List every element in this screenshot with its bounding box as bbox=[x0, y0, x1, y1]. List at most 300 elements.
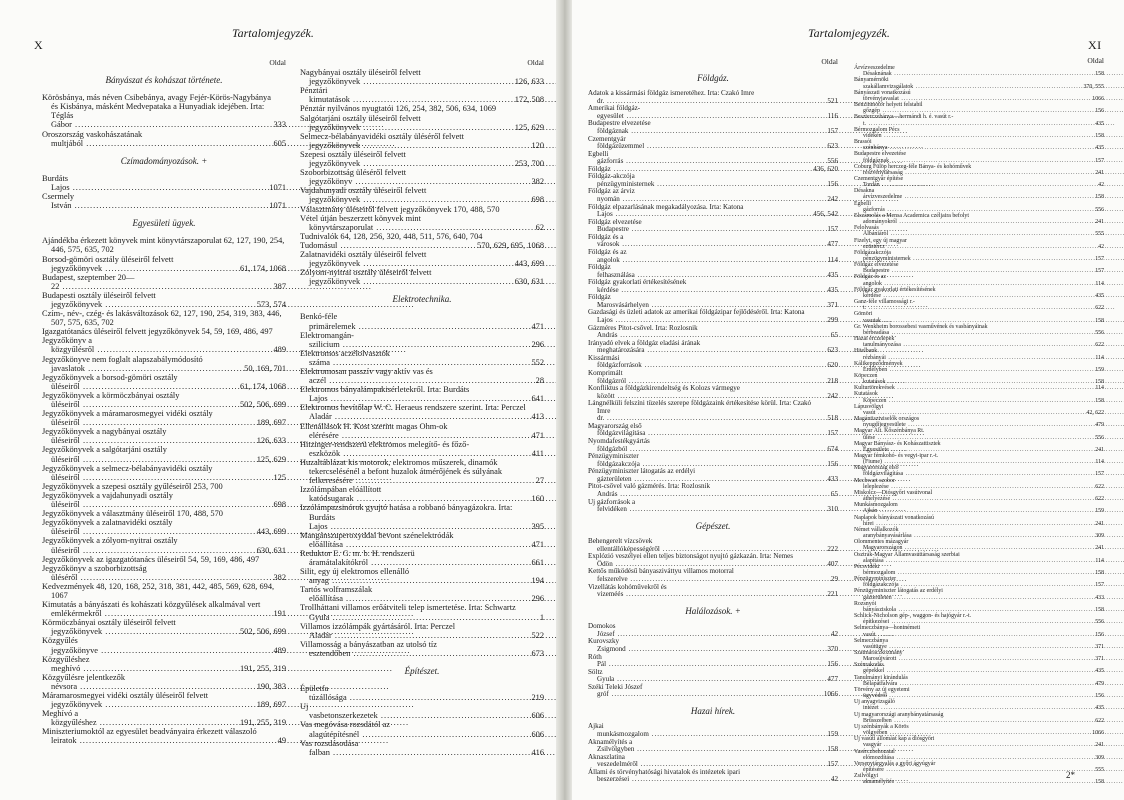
toc-entry[interactable] bbox=[42, 636, 286, 654]
toc-entry[interactable] bbox=[588, 249, 838, 264]
right-column-1 bbox=[588, 58, 838, 784]
toc-entry-title: Közgyűléshez meghívó ..... bbox=[42, 655, 238, 673]
toc-entry-title: Mangánszuperoxyddal bevont szénelektródák előállítása ..... bbox=[300, 531, 529, 549]
toc-entry-pages: 159 bbox=[1095, 508, 1104, 515]
toc-entry-pages: 114 bbox=[827, 255, 838, 264]
toc-entry-title: Magyar Ált. Kőszénbánya Rt. ülése ..... bbox=[854, 428, 1093, 440]
toc-entry[interactable] bbox=[300, 385, 544, 403]
toc-entry[interactable] bbox=[300, 132, 544, 150]
toc-entry-title: Földgáz gyakorlati értékesítésének kérdése ..... bbox=[854, 287, 1093, 299]
toc-entry[interactable] bbox=[588, 754, 838, 769]
toc-entry-title: Ajándékba érkezett könyvek mint könyvtárszaporulat 62, 127, 190, 254, 446, 575, 635, 702 bbox=[42, 236, 285, 255]
toc-entry[interactable] bbox=[854, 478, 1104, 490]
toc-entry[interactable] bbox=[588, 120, 838, 135]
toc-entry-pages: 471 bbox=[531, 539, 544, 549]
toc-entry[interactable] bbox=[854, 441, 1104, 453]
toc-entry[interactable] bbox=[42, 355, 286, 373]
toc-entry-title: Jegyzőkönyvek a zalatnavidéki osztály üléseiről ..... bbox=[42, 518, 255, 536]
toc-entry[interactable] bbox=[588, 723, 838, 738]
toc-entry[interactable] bbox=[300, 458, 544, 485]
toc-entry[interactable] bbox=[42, 445, 286, 463]
toc-entry-pages: 387 bbox=[273, 281, 286, 291]
toc-entry[interactable] bbox=[854, 736, 1104, 748]
toc-entry-pages: 160 bbox=[531, 494, 544, 504]
toc-entry-title: Bányamérnöki szakállamvizsgálatok ..... bbox=[854, 77, 1081, 89]
toc-entry-pages: 156 bbox=[827, 660, 838, 669]
toc-entry[interactable] bbox=[854, 613, 1104, 625]
toc-entry-title: Uj magyarországi aranybányatársaság Brüsszelben ..... bbox=[854, 712, 1093, 724]
toc-entry[interactable] bbox=[300, 485, 544, 503]
toc-entry-pages: 114 bbox=[1095, 385, 1104, 392]
toc-entry[interactable] bbox=[854, 102, 1104, 114]
toc-entry[interactable] bbox=[588, 739, 838, 754]
toc-entry-title: Róth Pál ..... bbox=[588, 654, 825, 669]
toc-entry-pages: 191 bbox=[273, 609, 286, 619]
toc-entry[interactable] bbox=[588, 568, 838, 583]
toc-entry-title: Földgáz Marosvásárhelyen ..... bbox=[588, 294, 825, 309]
toc-entry[interactable] bbox=[300, 422, 544, 440]
toc-entry[interactable] bbox=[588, 264, 838, 279]
toc-entry[interactable] bbox=[588, 438, 838, 453]
toc-entry[interactable] bbox=[854, 262, 1104, 274]
toc-entry[interactable] bbox=[42, 464, 286, 482]
toc-entry[interactable] bbox=[854, 139, 1104, 151]
toc-entry[interactable] bbox=[42, 174, 286, 192]
toc-entry-title: Jegyzőkönyvek a vajdahunyadi osztály üléseiről ..... bbox=[42, 491, 271, 509]
toc-entry-title: Gr. Wenkheim borossebesi vasművének és vasbányáinak bérbeadása ..... bbox=[854, 324, 1093, 336]
toc-entry[interactable] bbox=[854, 127, 1104, 139]
toc-entry-title: Izzólámpában elóállított katódsugarak ..... bbox=[300, 485, 529, 503]
toc-entry[interactable] bbox=[854, 65, 1104, 77]
toc-entry[interactable] bbox=[42, 427, 286, 445]
toc-entry[interactable] bbox=[854, 311, 1104, 323]
toc-entry[interactable] bbox=[588, 385, 838, 400]
toc-entry-pages: 573, 574 bbox=[256, 299, 286, 309]
toc-entry[interactable] bbox=[588, 654, 838, 669]
toc-entry[interactable] bbox=[854, 675, 1104, 687]
toc-entry[interactable] bbox=[588, 468, 838, 483]
toc-entry-pages: 435 bbox=[1095, 145, 1104, 152]
toc-entry-title: Igazgatótanács üléseiről felvett jegyzőkönyvek 54, 59, 169, 486, 497 bbox=[42, 327, 273, 337]
toc-entry[interactable] bbox=[300, 312, 544, 330]
toc-entry[interactable] bbox=[42, 255, 286, 273]
toc-entry[interactable] bbox=[588, 90, 838, 105]
toc-entry[interactable] bbox=[42, 709, 286, 727]
toc-entry[interactable] bbox=[588, 294, 838, 309]
toc-entry-title: Elektromangán-szilicium ..... bbox=[300, 331, 529, 349]
toc-entry[interactable] bbox=[854, 287, 1104, 299]
toc-entry-title: Jegyzőkönyvek a körmöczbányai osztály üléseiről ..... bbox=[42, 391, 238, 409]
toc-entry[interactable] bbox=[854, 712, 1104, 724]
toc-entry[interactable] bbox=[300, 684, 544, 702]
toc-entry-pages: 156 bbox=[1095, 693, 1104, 700]
toc-entry[interactable] bbox=[588, 234, 838, 249]
toc-entry-title: Földgáz-akczója pénzügyministernek ..... bbox=[588, 173, 825, 188]
toc-entry-pages: 114 bbox=[1095, 459, 1104, 466]
toc-entry-title: Földgáz elpazarlásának megakadályozása. Irta: Katona Lajos ..... bbox=[588, 204, 811, 219]
toc-entry[interactable] bbox=[300, 720, 544, 738]
left-column-2 bbox=[300, 58, 544, 757]
section-heading: Építészet. bbox=[404, 666, 440, 676]
toc-entry-title: Fizelyt, egy új magyar ezüstércz ..... bbox=[854, 238, 1096, 250]
toc-entry[interactable] bbox=[854, 201, 1104, 213]
toc-entry-pages: 622 bbox=[1095, 483, 1104, 490]
toc-entry[interactable] bbox=[42, 373, 286, 391]
toc-entry[interactable] bbox=[854, 564, 1104, 576]
toc-entry[interactable] bbox=[300, 622, 544, 640]
toc-entry-title: Földgáz felhasználása ..... bbox=[588, 264, 825, 279]
toc-entry[interactable] bbox=[588, 325, 838, 340]
toc-entry-pages: 502, 506, 699 bbox=[239, 627, 286, 637]
toc-entry[interactable] bbox=[588, 483, 838, 498]
toc-entry[interactable] bbox=[588, 623, 838, 638]
toc-entry[interactable] bbox=[588, 279, 838, 294]
toc-entry[interactable] bbox=[300, 232, 544, 241]
toc-entry-title: Uj vasbetonszerkezetek ..... bbox=[300, 702, 529, 720]
toc-entry[interactable] bbox=[854, 662, 1104, 674]
toc-entry[interactable] bbox=[300, 702, 544, 720]
toc-entry[interactable] bbox=[854, 601, 1104, 613]
toc-entry-title: Villamosság a bányászatban az utolsó tíz esztendőben ..... bbox=[300, 640, 529, 658]
toc-entry[interactable] bbox=[300, 349, 544, 367]
toc-entry[interactable] bbox=[588, 499, 838, 514]
toc-entry-pages: 62 bbox=[535, 222, 544, 232]
toc-entry-pages: 435 bbox=[1095, 668, 1104, 675]
toc-entry[interactable] bbox=[854, 213, 1104, 225]
toc-entry[interactable] bbox=[854, 465, 1104, 477]
toc-entry[interactable] bbox=[300, 150, 544, 168]
toc-entry-title: Lápusvölgyi vasút ..... bbox=[854, 404, 1084, 416]
toc-entry[interactable] bbox=[300, 603, 544, 621]
toc-entry[interactable] bbox=[854, 324, 1104, 336]
toc-entry-pages: 333 bbox=[273, 120, 286, 130]
toc-entry[interactable] bbox=[42, 93, 286, 129]
toc-entry[interactable] bbox=[588, 136, 838, 151]
toc-entry[interactable] bbox=[42, 655, 286, 673]
toc-entry-pages: 371 bbox=[827, 300, 838, 309]
toc-entry[interactable] bbox=[588, 370, 838, 385]
toc-entry-title: Pécsvidéki bérmozgalom ..... bbox=[854, 564, 1093, 576]
toc-entry[interactable] bbox=[42, 192, 286, 210]
toc-entry[interactable] bbox=[300, 531, 544, 549]
toc-entry[interactable] bbox=[42, 600, 286, 618]
toc-entry-pages: 518 bbox=[827, 414, 838, 423]
toc-entry[interactable] bbox=[300, 549, 544, 567]
toc-entry[interactable] bbox=[42, 564, 286, 582]
toc-entry[interactable] bbox=[300, 640, 544, 658]
toc-entry[interactable] bbox=[854, 176, 1104, 188]
toc-entry[interactable] bbox=[854, 490, 1104, 502]
toc-entry-title: Állami és törvényhatósági hivatalok és intézetek ipari beszerzései ..... bbox=[588, 769, 829, 784]
page-column-label: Oldal bbox=[269, 58, 286, 67]
toc-entry-pages: 158 bbox=[1095, 569, 1104, 576]
right-page-number: XI bbox=[1088, 38, 1102, 52]
right-column-2 bbox=[854, 58, 1104, 785]
toc-entry-title: Behengerelt vízcsövek ellentállóképességéről ..... bbox=[588, 538, 825, 553]
toc-entry[interactable] bbox=[300, 268, 544, 286]
toc-entry-pages: 371 bbox=[1095, 643, 1104, 650]
toc-entry[interactable] bbox=[854, 348, 1104, 360]
toc-entry[interactable] bbox=[588, 355, 838, 370]
toc-entry-pages: 241 bbox=[1095, 219, 1104, 226]
toc-entry[interactable] bbox=[854, 250, 1104, 262]
toc-entry[interactable] bbox=[854, 404, 1104, 416]
toc-entry-pages: 126, 633 bbox=[514, 77, 544, 87]
toc-entry-title: Selmeczbánya vasútügye ..... bbox=[854, 638, 1093, 650]
toc-entry-pages: 630, 631 bbox=[256, 545, 286, 555]
toc-entry[interactable] bbox=[588, 553, 838, 568]
toc-entry[interactable] bbox=[300, 367, 544, 385]
toc-entry-title: Jegyzőkönyv a szoborbizottság üléséről ..... bbox=[42, 564, 271, 582]
toc-entry[interactable] bbox=[588, 188, 838, 203]
toc-entry[interactable] bbox=[588, 538, 838, 553]
toc-entry-title: Burdáts Lajos ..... bbox=[42, 174, 267, 192]
toc-entry[interactable] bbox=[854, 188, 1104, 200]
toc-entry[interactable] bbox=[300, 186, 544, 204]
toc-entry-pages: 126, 633 bbox=[256, 436, 286, 446]
toc-entry-pages: 241 bbox=[1095, 742, 1104, 749]
toc-entry-title: Földgáz és a városok ..... bbox=[588, 234, 825, 249]
toc-entry-pages: 471 bbox=[531, 430, 544, 440]
toc-entry[interactable] bbox=[854, 687, 1104, 699]
toc-entry[interactable] bbox=[854, 625, 1104, 637]
toc-entry-title: Budapestre elvezetése földgáznak ..... bbox=[588, 120, 825, 135]
toc-entry[interactable] bbox=[300, 567, 544, 585]
section-heading: Elektrotechnika. bbox=[392, 294, 452, 305]
toc-entry[interactable] bbox=[588, 684, 838, 699]
toc-entry[interactable] bbox=[300, 168, 544, 186]
toc-entry-pages: 157 bbox=[1095, 582, 1104, 589]
toc-entry-title: Naplapok bányászati vonatkozású hírei ..... bbox=[854, 515, 1093, 527]
toc-entry-title: Budapesti osztály üléseiről felvett jegyzőkönyvek ..... bbox=[42, 291, 255, 309]
toc-entry-pages: 620 bbox=[827, 361, 838, 370]
toc-entry[interactable] bbox=[300, 205, 544, 214]
toc-entry-pages: 479 bbox=[1095, 680, 1104, 687]
toc-entry-pages: 125, 629 bbox=[256, 454, 286, 464]
toc-entry[interactable] bbox=[42, 582, 286, 600]
section-heading: Halálozások. + bbox=[685, 605, 741, 616]
toc-entry-title: Földgáz és az angolok ..... bbox=[854, 274, 1093, 286]
toc-entry[interactable] bbox=[300, 739, 544, 757]
toc-entry-title: Pénztári kimutatások ..... bbox=[300, 86, 513, 104]
toc-entry[interactable] bbox=[854, 336, 1104, 348]
toc-entry-pages: 1071 bbox=[269, 182, 286, 192]
toc-entry[interactable] bbox=[42, 391, 286, 409]
page-column-label: Oldal bbox=[1087, 56, 1104, 65]
toc-entry-pages: 698 bbox=[531, 195, 544, 205]
toc-entry-pages: 556 bbox=[827, 157, 838, 166]
toc-entry-title: Benzinmotor helyett felstabil gőzgép ..... bbox=[854, 102, 1093, 114]
toc-entry-title: Jegyzőkönyvek a salgótarjáni osztály üléseiről ..... bbox=[42, 445, 255, 463]
toc-entry[interactable] bbox=[854, 502, 1104, 514]
toc-entry[interactable] bbox=[588, 400, 838, 423]
toc-entry[interactable] bbox=[300, 86, 544, 104]
toc-entry[interactable] bbox=[854, 151, 1104, 163]
toc-entry-title: Munkásmozgalom Ajkán ..... bbox=[854, 502, 1093, 514]
toc-entry-title: Ellenállások H. Kost szerint magas Ohm-ok elérésére ..... bbox=[300, 422, 529, 440]
toc-entry[interactable] bbox=[854, 749, 1104, 761]
toc-entry[interactable] bbox=[42, 273, 286, 291]
toc-entry[interactable] bbox=[588, 769, 838, 784]
toc-entry-pages: 435 bbox=[827, 270, 838, 279]
toc-entry-pages: 157 bbox=[1095, 256, 1104, 262]
toc-entry-pages: 698 bbox=[273, 500, 286, 510]
toc-entry[interactable] bbox=[854, 238, 1104, 250]
toc-entry[interactable] bbox=[854, 552, 1104, 564]
toc-entry[interactable] bbox=[854, 373, 1104, 385]
toc-entry[interactable] bbox=[300, 68, 544, 86]
toc-entry[interactable] bbox=[42, 618, 286, 636]
toc-entry[interactable] bbox=[588, 584, 838, 599]
toc-entry-title: Jegyzőkönyvek a zólyom-nyitrai osztály üléseiről ..... bbox=[42, 536, 255, 554]
toc-entry[interactable] bbox=[854, 576, 1104, 588]
toc-entry[interactable] bbox=[854, 164, 1104, 176]
toc-entry[interactable] bbox=[300, 241, 544, 250]
toc-entry[interactable] bbox=[42, 727, 286, 745]
toc-entry[interactable] bbox=[588, 219, 838, 234]
toc-entry[interactable] bbox=[588, 669, 838, 684]
toc-entry[interactable] bbox=[42, 409, 286, 427]
toc-entry-title: Miskolcz—Diósgyőri vasútvonal áthelyezése ..... bbox=[854, 490, 1093, 502]
toc-entry-title: Zólyom-nyitrai osztály üléseiről felvett jegyzőkönyvek ..... bbox=[300, 268, 513, 286]
toc-entry-pages: 623 bbox=[827, 142, 838, 151]
toc-entry[interactable] bbox=[854, 299, 1104, 311]
toc-entry[interactable] bbox=[300, 331, 544, 349]
toc-entry-pages: 156 bbox=[1095, 631, 1104, 638]
toc-entry[interactable] bbox=[588, 204, 838, 219]
toc-entry[interactable] bbox=[42, 491, 286, 509]
toc-entry[interactable] bbox=[588, 151, 838, 166]
toc-entry[interactable] bbox=[588, 453, 838, 468]
toc-entry-pages: 477 bbox=[827, 675, 838, 684]
toc-entry[interactable] bbox=[854, 225, 1104, 237]
toc-entry-pages: 157 bbox=[827, 429, 838, 438]
toc-entry[interactable] bbox=[588, 423, 838, 438]
toc-entry-title: Explózió veszélyei ellen teljes biztonságot nyujtó gázkazán. Irta: Nemes Ödön ..... bbox=[588, 553, 825, 568]
toc-entry[interactable] bbox=[300, 114, 544, 132]
toc-entry-pages: 158 bbox=[1095, 779, 1104, 786]
toc-entry[interactable] bbox=[42, 691, 286, 709]
toc-entry[interactable] bbox=[854, 650, 1104, 662]
toc-entry-title: Bérmozgalom Pécs vidékén ..... bbox=[854, 127, 1093, 139]
toc-entry-title: Aknamélyítés a Zsilvölgyben ..... bbox=[588, 739, 825, 754]
toc-entry[interactable] bbox=[854, 391, 1104, 403]
toc-entry[interactable] bbox=[854, 114, 1104, 126]
toc-entry-pages: 605 bbox=[273, 138, 286, 148]
toc-entry-pages: 555 bbox=[1095, 231, 1104, 238]
toc-entry[interactable] bbox=[42, 673, 286, 691]
toc-entry-title: Elektromos hevítőlap W. C. Heraeus rendszere szerint. Irta: Perczel Aladár ..... bbox=[300, 403, 529, 421]
toc-entry-pages: 433 bbox=[827, 474, 838, 483]
toc-entry-pages: 309 bbox=[1095, 533, 1104, 540]
toc-entry[interactable] bbox=[42, 236, 286, 254]
toc-entry[interactable] bbox=[854, 453, 1104, 465]
toc-entry-title: Meghívó a közgyűléshez ..... bbox=[42, 709, 238, 727]
toc-entry-title: Kutatások Köpeczen ..... bbox=[854, 391, 1093, 403]
toc-entry-pages: 156 bbox=[827, 459, 838, 468]
toc-entry-pages: 435 bbox=[1095, 705, 1104, 712]
toc-entry[interactable] bbox=[300, 250, 544, 268]
toc-entry[interactable] bbox=[42, 336, 286, 354]
toc-entry-title: Választmány üléseiről felvett jegyzőkönyvek 170, 488, 570 bbox=[300, 204, 500, 214]
toc-entry[interactable] bbox=[854, 90, 1104, 102]
toc-entry-pages: 158 bbox=[1095, 194, 1104, 201]
toc-entry[interactable] bbox=[588, 340, 838, 355]
toc-entry[interactable] bbox=[42, 509, 286, 518]
toc-entry-pages: 42 bbox=[830, 629, 838, 638]
toc-entry[interactable] bbox=[300, 214, 544, 232]
toc-entry[interactable] bbox=[588, 173, 838, 188]
toc-entry[interactable] bbox=[42, 518, 286, 536]
toc-entry[interactable] bbox=[854, 638, 1104, 650]
toc-entry-pages: 114 bbox=[1095, 557, 1104, 564]
toc-entry-title: Miniszteriumoktól az egyesület beadványaira érkezett válaszoló leiratok ..... bbox=[42, 727, 276, 745]
toc-entry[interactable] bbox=[42, 327, 286, 336]
toc-entry-title: Szatmáraczkozmány Marosújvárott ..... bbox=[854, 650, 1093, 662]
toc-entry[interactable] bbox=[300, 440, 544, 458]
toc-entry[interactable] bbox=[300, 503, 544, 530]
toc-entry[interactable] bbox=[854, 361, 1104, 373]
toc-entry[interactable] bbox=[854, 416, 1104, 428]
toc-entry-pages: 471 bbox=[531, 321, 544, 331]
toc-entry-title: Tanulmányi kirándulás Bélapátfalvára ..... bbox=[854, 675, 1093, 687]
toc-entry-title: Silit, egy új elektromos ellenálló anyag ..... bbox=[300, 567, 529, 585]
toc-entry[interactable] bbox=[300, 403, 544, 421]
toc-entry[interactable] bbox=[588, 105, 838, 120]
toc-entry-title: Magántisztviselők országos nyugdíjegyesülete ..... bbox=[854, 416, 1093, 428]
toc-entry-pages: 443, 699 bbox=[256, 527, 286, 537]
toc-entry[interactable] bbox=[854, 274, 1104, 286]
toc-entry[interactable] bbox=[300, 585, 544, 603]
toc-entry[interactable] bbox=[42, 555, 286, 564]
toc-entry-title: Kálikeppződmények Erdélyben ..... bbox=[854, 361, 1093, 373]
toc-entry-pages: 1071 bbox=[269, 201, 286, 211]
toc-entry-title: Ajkai munkásmozgalom ..... bbox=[588, 723, 825, 738]
toc-entry[interactable] bbox=[588, 309, 838, 324]
right-page-header: Tartalomjegyzék. bbox=[808, 26, 890, 40]
toc-entry-title: Hitelbank rézbányái ..... bbox=[854, 348, 1093, 360]
toc-entry-title: Körösbánya, más néven Csibebánya, avagy Fejér-Körös-Nagybánya és Kisbánya, másként Medvepataka a Hunyadiak idejében. Irta: Téglás Gábor ..... bbox=[42, 93, 271, 129]
toc-entry-pages: 189, 697 bbox=[256, 418, 286, 428]
toc-entry-pages: 158 bbox=[1095, 606, 1104, 613]
toc-entry-pages: 125 bbox=[273, 472, 286, 482]
toc-entry[interactable] bbox=[854, 724, 1104, 736]
toc-entry[interactable] bbox=[854, 77, 1104, 89]
toc-entry[interactable] bbox=[300, 104, 544, 113]
toc-entry-title: Tudomásul ..... bbox=[300, 241, 475, 250]
toc-entry[interactable] bbox=[854, 588, 1104, 600]
toc-entry[interactable] bbox=[42, 130, 286, 148]
toc-entry[interactable] bbox=[854, 527, 1104, 539]
toc-entry-title: Kimutatás a bányászati és kohászati közgyűlések alkalmával vert emlékérmekről ..... bbox=[42, 600, 271, 618]
toc-entry[interactable] bbox=[854, 515, 1104, 527]
toc-entry[interactable] bbox=[854, 699, 1104, 711]
toc-entry-title: Közgyűlés jegyzőkönyve ..... bbox=[42, 636, 271, 654]
left-column-1 bbox=[42, 58, 286, 746]
toc-entry[interactable] bbox=[42, 291, 286, 309]
toc-entry-title: Uj vasúti állomást kap a diósgyőri vasgyár ..... bbox=[854, 736, 1093, 748]
toc-entry[interactable] bbox=[854, 539, 1104, 551]
toc-entry[interactable] bbox=[42, 309, 286, 327]
toc-entry[interactable] bbox=[854, 428, 1104, 440]
toc-entry-pages: 556 bbox=[1095, 329, 1104, 336]
toc-entry[interactable] bbox=[42, 482, 286, 491]
toc-entry[interactable] bbox=[42, 536, 286, 554]
toc-entry-title: Tartós wolframszálak előállítása ..... bbox=[300, 585, 529, 603]
toc-entry-pages: 1066 bbox=[1092, 730, 1104, 737]
toc-entry-title: Selmecz-bélabányavidéki osztály üléséről felvett jegyzőkönyvek ..... bbox=[300, 132, 529, 150]
toc-entry[interactable] bbox=[588, 638, 838, 653]
